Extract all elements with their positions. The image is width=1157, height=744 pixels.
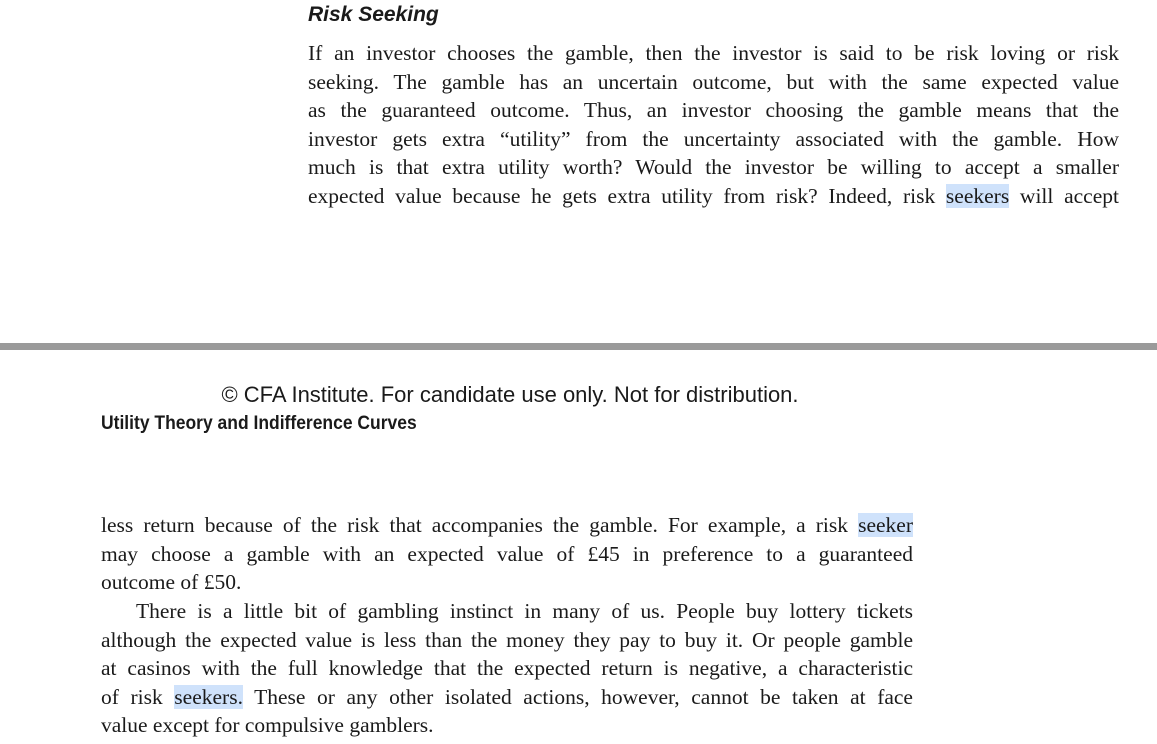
page-divider xyxy=(0,343,1157,350)
top-page xyxy=(0,0,1157,345)
text-line[interactable]: of risk seekers. These or any other isolated actions, however, cannot be taken at face xyxy=(101,684,913,709)
text-line[interactable]: expected value because he gets extra utility from risk? Indeed, risk seekers will accept xyxy=(308,183,1119,208)
risk-seeking-paragraph[interactable] xyxy=(308,39,1119,211)
text-line[interactable]: outcome of £50. xyxy=(101,570,242,595)
text-line[interactable]: investor gets extra “utility” from the uncertainty associated with the gamble. How xyxy=(308,126,1119,151)
text-line[interactable]: as the guaranteed outcome. Thus, an investor choosing the gamble means that the xyxy=(308,98,1119,123)
text-line[interactable]: If an investor chooses the gamble, then the investor is said to be risk loving or risk xyxy=(308,41,1119,65)
text-line[interactable]: value except for compulsive gamblers. xyxy=(101,713,434,738)
search-highlight[interactable]: seekers xyxy=(945,183,1010,208)
section-heading: Risk Seeking xyxy=(308,3,439,26)
running-head: Utility Theory and Indifference Curves xyxy=(101,413,417,434)
text-line[interactable]: may choose a gamble with an expected value of £45 in preference to a guaranteed xyxy=(101,541,913,566)
text-line[interactable]: much is that extra utility worth? Would the investor be willing to accept a smaller xyxy=(308,155,1119,180)
text-line[interactable]: less return because of the risk that accompanies the gamble. For example, a risk seeker xyxy=(101,513,913,537)
text-line[interactable]: at casinos with the full knowledge that the expected return is negative, a characteristic xyxy=(101,656,913,681)
continuation-paragraph[interactable] xyxy=(101,511,913,597)
copyright-notice: © CFA Institute. For candidate use only. Not for distribution. xyxy=(221,382,799,407)
text-line[interactable]: seeking. The gamble has an uncertain outcome, but with the same expected value xyxy=(308,69,1119,94)
search-highlight[interactable]: seeker xyxy=(858,513,913,537)
search-highlight[interactable]: seekers. xyxy=(174,684,243,709)
gambling-instinct-paragraph[interactable] xyxy=(101,597,913,740)
bottom-page xyxy=(0,350,1157,744)
text-line[interactable]: although the expected value is less than the money they pay to buy it. Or people gamble xyxy=(101,627,913,652)
text-line[interactable]: There is a little bit of gambling instinct in many of us. People buy lottery tickets xyxy=(136,599,913,623)
